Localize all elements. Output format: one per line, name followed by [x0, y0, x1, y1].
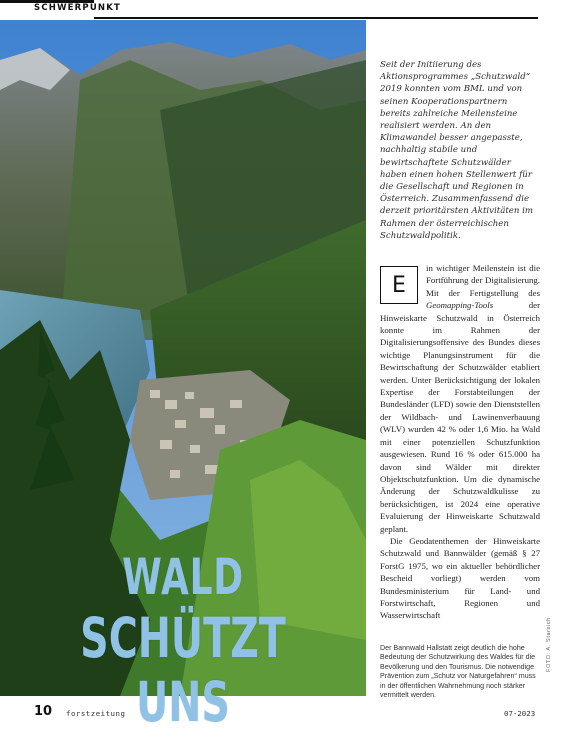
intro-text: Seit der Initiierung des Aktionsprogrammes „Schutzwald“ 2019 konnten vom BML und von seinen Kooperationspartnern bereits zahlreiche Meilensteine realisiert werden. An den Klimawandel besser angepasste, nachhaltig stabile und bewirtschaftete Schutzwälder haben einen hohen Stellenwert für die Gesellschaft und Regionen in Österreich. Zusammenfassend die derzeit prioritärsten Aktivitäten im Rahmen der österreichischen Schutzwaldpolitik. — [380, 60, 534, 241]
body-p1-end: der Hinweiskarte Schutzwald in Österreich konnte im Rahmen der Digitalisierungsoffensive des Bundes dieses wichtige Planungsinstrument für die Bewirtschaftung der Schutzwälder etabliert werden. Unter Berücksichtigung der lokalen Expertise der Forstabteilungen der Bundesländer (LFD) sowie den Dienststellen der Wildbach- und Lawinenverbauung (WLV) wurden 42 % oder 1,6 Mio. ha Wald mit einer potenziellen Schutzfunktion ausgewiesen. Rund 16 % oder 615.000 ha davon sind Wälder mit direkter Objektschutzfunktion. Um die dynamische Änderung der Schutzwaldkulisse zu berücksichtigen, ist 2024 eine operative Evaluierung der Hinweiskarte Schutzwald geplant. — [380, 300, 540, 534]
page-number: 10 — [34, 704, 53, 719]
caption-text: Der Bannwald Hallstatt zeigt deutlich die hohe Bedeutung der Schutzwirkung des Waldes für die Bevölkerung und den Tourismus. Die notwendige Prävention zum „Schutz vor Naturgefahren“ muss in der öffentlichen Wahrnehmung noch stärker vermittelt werden. — [380, 644, 536, 700]
photo-credit: FOTO: A. Starsich — [546, 617, 552, 672]
dropcap: E — [380, 266, 418, 304]
article-body — [380, 262, 540, 622]
photo-caption — [380, 644, 540, 700]
section-label: SCHWERPUNKT — [34, 3, 122, 13]
body-p1-italic: Geomapping-Tools — [426, 300, 494, 311]
body-paragraph-2: Die Geodatenthemen der Hinweiskarte Schutzwald und Bannwälder (gemäß § 27 ForstG 1975, wo ein aktueller behördlicher Bescheid vorliegt) werden vom Bundesministerium für Land- und Forstwirtschaft, Regionen und Wasserwirtschaft — [380, 535, 540, 621]
magazine-name: forstzeitung — [66, 709, 126, 718]
headline-line1: WALD — [122, 548, 244, 606]
issue-number: 07-2023 — [504, 709, 536, 718]
top-rule — [94, 17, 538, 19]
headline-line2: SCHÜTZT UNS — [80, 606, 286, 734]
intro-paragraph — [380, 59, 540, 242]
body-p1-start: in wichtiger Meilenstein ist die Fortführung der Digitalisierung. Mit der Fertigstellung des — [426, 263, 540, 298]
